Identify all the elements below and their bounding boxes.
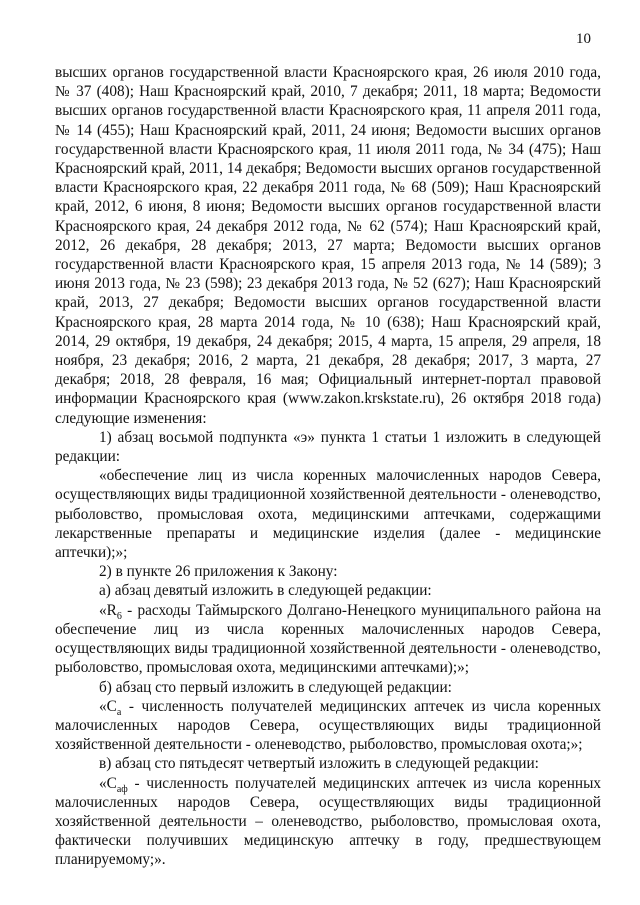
document-body: [55, 63, 601, 870]
paragraph-quote-caf: [55, 774, 601, 870]
paragraph-intro: высших органов государственной власти Красноярского края, 26 июля 2010 года, № 37 (408); Наш Красноярский край, 2010, 7 декабря; 2011, 18 марта; Ведомости высших органов государственной власти Красноярского края, 11 апреля 2011 года, № 14 (455); Наш Красноярский край, 2011, 24 июня; Ведомости высших органов государственной власти Красноярского края, 11 июля 2011 года, № 34 (475); Наш Красноярский край, 2011, 14 декабря; Ведомости высших органов государственной власти Красноярского края, 22 декабря 2011 года, № 68 (509); Наш Красноярский край, 2012, 6 июня, 8 июня; Ведомости высших органов государственной власти Красноярского края, 24 декабря 2012 года, № 62 (574); Наш Красноярский край, 2012, 26 декабря, 28 декабря; 2013, 27 марта; Ведомости высших органов государственной власти Красноярского края, 15 апреля 2013 года, № 14 (589); 3 июня 2013 года, № 23 (598); 23 декабря 2013 года, № 52 (627); Наш Красноярский край, 2013, 27 декабря; Ведомости высших органов государственной власти Красноярского края, 28 марта 2014 года, № 10 (638); Наш Красноярский край, 2014, 29 октября, 19 декабря, 24 декабря; 2015, 4 марта, 15 апреля, 29 апреля, 18 ноября, 23 декабря; 2016, 2 марта, 21 декабря, 28 декабря; 2017, 3 марта, 27 декабря; 2018, 28 февраля, 16 мая; Официальный интернет-портал правовой информации Красноярского края (www.zakon.krskstate.ru), 26 октября 2018 года) следующие изменения:: [55, 64, 601, 427]
paragraph-quote-ca: [55, 697, 601, 755]
paragraph-quote-r6: [55, 601, 601, 678]
paragraph-quote-ca-text: - численность получателей медицинских аптечек из числа коренных малочисленных народов Севера, осуществляющих виды традиционной хозяйственной деятельности - оленеводство, рыболовство, промысловая охота;»;: [55, 697, 602, 754]
paragraph-item-2a: а) абзац девятый изложить в следующей редакции:: [99, 582, 432, 600]
paragraph-item-2: 2) в пункте 26 приложения к Закону:: [99, 563, 338, 581]
paragraph-quote-caf-text: - численность получателей медицинских аптечек из числа коренных малочисленных народов Севера, осуществляющих виды традиционной хозяйственной деятельности – оленеводство, рыболовство, промысловая охота, фактически получивших медицинскую аптечку в году, предшествующем планируемому;».: [55, 774, 601, 869]
symbol-r6: «$R_6$: [99, 601, 122, 622]
paragraph-quote-r6-text: - расходы Таймырского Долгано-Ненецкого муниципального района на обеспечение лиц из числа коренных малочисленных народов Севера, осуществляющих виды традиционной хозяйственной деятельности - оленеводство, рыболовство, промысловая охота, медицинскими аптечками);»;: [55, 601, 602, 677]
page-number: 10: [576, 31, 591, 47]
symbol-ca: «$C_а$: [99, 697, 122, 718]
symbol-caf: «$C_{аф}$: [99, 774, 128, 795]
paragraph-item-1: 1) абзац восьмой подпункта «э» пункта 1 статьи 1 изложить в следующей редакции:: [55, 428, 601, 466]
paragraph-item-2v: в) абзац сто пятьдесят четвертый изложить в следующей редакции:: [99, 755, 539, 773]
paragraph-item-2b: б) абзац сто первый изложить в следующей редакции:: [99, 678, 452, 696]
paragraph-quote-1: «обеспечение лиц из числа коренных малочисленных народов Севера, осуществляющих виды традиционной хозяйственной деятельности - оленеводство, рыболовство, промысловая охота, медицинскими аптечками, содержащими лекарственные препараты и медицинские изделия (далее - медицинские аптечки);»;: [55, 467, 601, 562]
